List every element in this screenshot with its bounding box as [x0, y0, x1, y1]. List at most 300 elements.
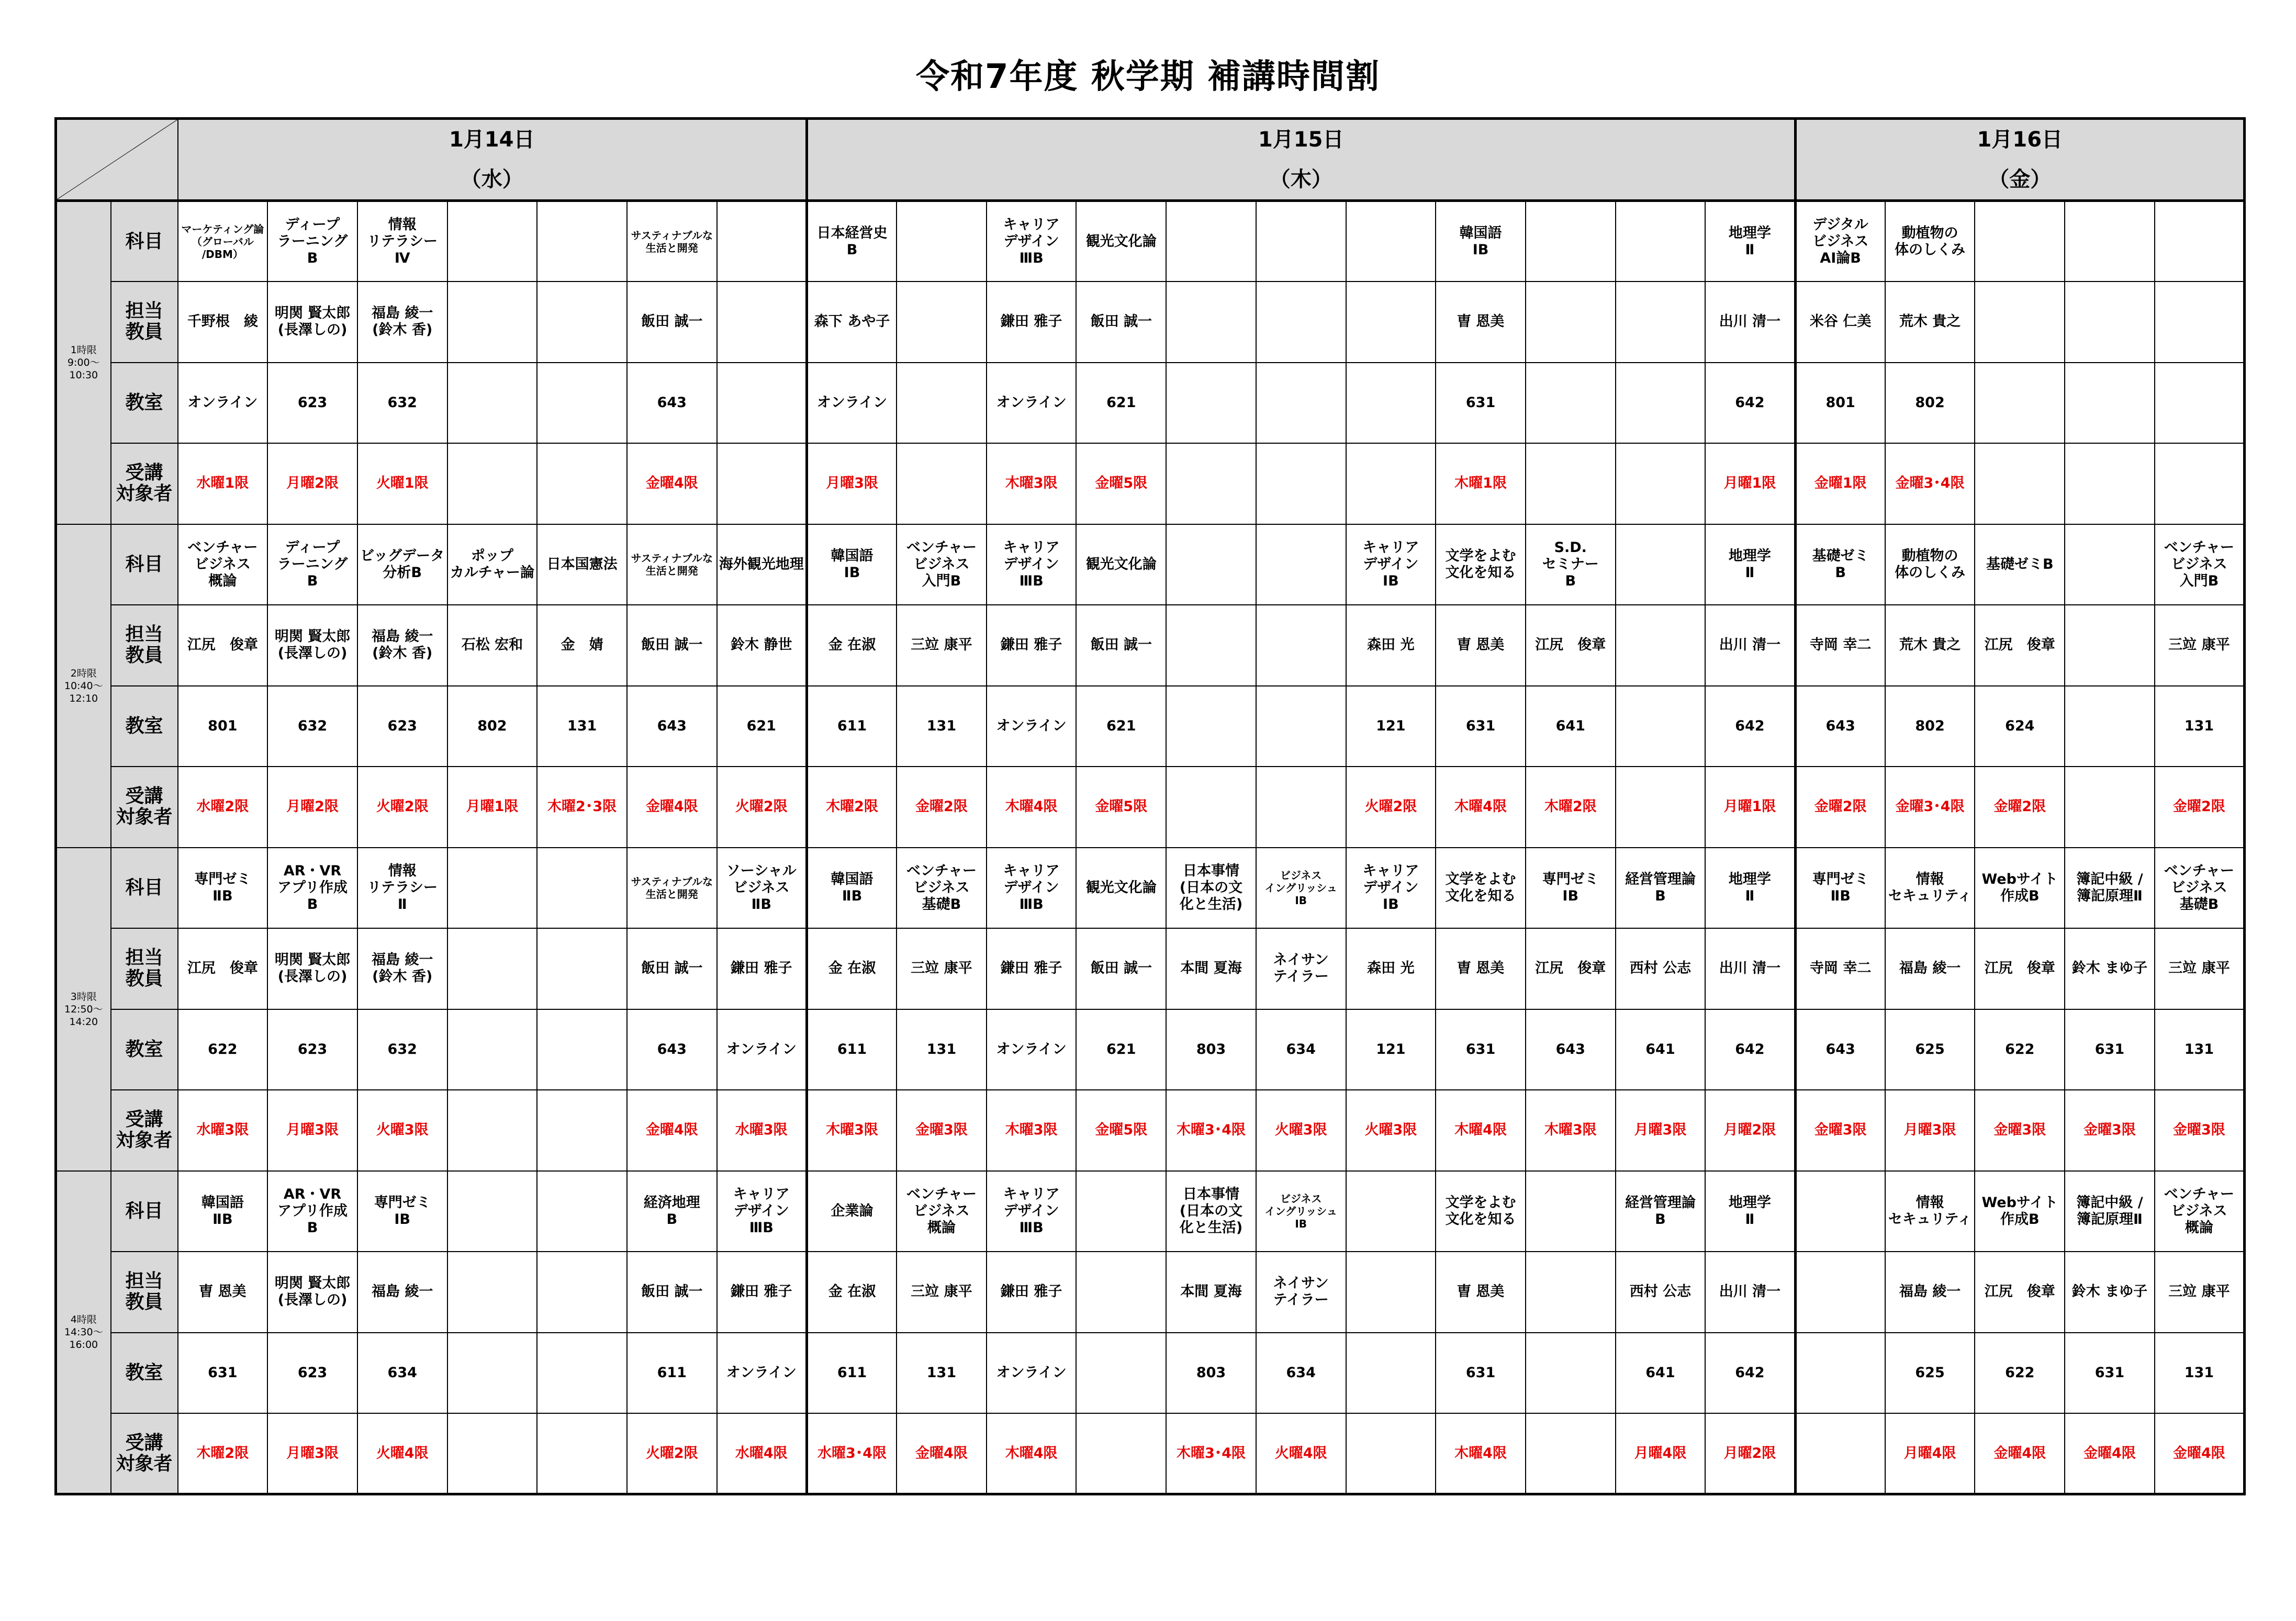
subject-cell: 企業論 — [807, 1171, 897, 1252]
subject-cell: キャリア デザイン ⅠB — [1346, 524, 1436, 605]
room-cell: 634 — [1256, 1009, 1346, 1090]
subject-cell — [1526, 201, 1616, 282]
teacher-cell: 福島 綾一 (鈴木 香) — [357, 605, 447, 686]
room-cell: 631 — [1436, 363, 1526, 444]
room-cell: 631 — [2065, 1009, 2155, 1090]
teacher-cell: 福島 綾一 — [357, 1252, 447, 1333]
room-cell: 621 — [717, 686, 807, 767]
subject-cell: 韓国語 ⅡB — [807, 848, 897, 929]
subject-cell: ディープ ラーニング B — [267, 201, 357, 282]
room-cell: 131 — [2155, 1009, 2245, 1090]
room-cell: 803 — [1166, 1009, 1256, 1090]
teacher-cell: 明関 賢太郎 (長澤しの) — [267, 282, 357, 363]
subject-cell: マーケティング論 （グローバル /DBM） — [178, 201, 268, 282]
target-cell: 火曜3限 — [357, 1090, 447, 1171]
room-cell: 632 — [357, 1009, 447, 1090]
room-cell — [1256, 686, 1346, 767]
target-cell — [537, 1090, 627, 1171]
subject-cell: キャリア デザイン ⅢB — [717, 1171, 807, 1252]
period-label: 1時限 9:00～ 10:30 — [56, 201, 111, 524]
room-cell — [447, 1009, 537, 1090]
teacher-cell — [897, 282, 987, 363]
target-cell — [1346, 1413, 1436, 1494]
row-label-teacher: 担当 教員 — [111, 928, 178, 1009]
teacher-cell: 江尻 俊章 — [178, 605, 268, 686]
target-cell — [1795, 1413, 1885, 1494]
teacher-cell: 鎌田 雅子 — [987, 928, 1077, 1009]
subject-cell: 動植物の 体のしくみ — [1885, 524, 1975, 605]
target-cell: 月曜1限 — [1705, 443, 1795, 524]
row-label-target: 受講 対象者 — [111, 767, 178, 848]
teacher-cell: 曺 恩美 — [178, 1252, 268, 1333]
target-cell — [2065, 443, 2155, 524]
subject-cell: デジタル ビジネス AI論B — [1795, 201, 1885, 282]
target-cell — [897, 443, 987, 524]
room-cell: 621 — [1076, 686, 1166, 767]
room-cell: 631 — [1436, 686, 1526, 767]
room-cell: オンライン — [987, 1009, 1077, 1090]
target-cell: 月曜3限 — [267, 1090, 357, 1171]
subject-cell: 文学をよむ 文化を知る — [1436, 524, 1526, 605]
row-label-room: 教室 — [111, 1009, 178, 1090]
teacher-cell: 千野根 綾 — [178, 282, 268, 363]
teacher-cell: 寺岡 幸二 — [1795, 928, 1885, 1009]
day-header — [1795, 119, 2245, 201]
room-cell: 622 — [1975, 1333, 2065, 1414]
target-cell: 月曜4限 — [1885, 1413, 1975, 1494]
subject-cell: 文学をよむ 文化を知る — [1436, 1171, 1526, 1252]
target-cell: 金曜4限 — [627, 443, 717, 524]
room-cell — [1975, 363, 2065, 444]
target-cell: 火曜2限 — [627, 1413, 717, 1494]
row-label-room: 教室 — [111, 363, 178, 444]
teacher-cell: 石松 宏和 — [447, 605, 537, 686]
subject-cell: 海外観光地理 — [717, 524, 807, 605]
room-cell: 802 — [447, 686, 537, 767]
teacher-cell: 江尻 俊章 — [178, 928, 268, 1009]
teacher-cell: 鈴木 静世 — [717, 605, 807, 686]
subject-cell — [447, 848, 537, 929]
teacher-cell: 三竝 康平 — [897, 928, 987, 1009]
target-cell — [1526, 1413, 1616, 1494]
target-cell: 月曜3限 — [267, 1413, 357, 1494]
room-cell — [2065, 363, 2155, 444]
subject-cell: ビジネス イングリッシュ ⅠB — [1256, 848, 1346, 929]
teacher-cell: 江尻 俊章 — [1975, 605, 2065, 686]
room-cell: 642 — [1705, 363, 1795, 444]
room-cell — [2155, 363, 2245, 444]
target-cell: 水曜1限 — [178, 443, 268, 524]
target-cell — [1526, 443, 1616, 524]
teacher-cell — [1166, 605, 1256, 686]
row-label-target: 受講 対象者 — [111, 1413, 178, 1494]
target-cell — [1076, 1413, 1166, 1494]
teacher-cell: 曺 恩美 — [1436, 605, 1526, 686]
teacher-cell: 森田 光 — [1346, 605, 1436, 686]
room-cell: 801 — [178, 686, 268, 767]
subject-cell — [537, 1171, 627, 1252]
room-cell — [1256, 363, 1346, 444]
subject-cell: ベンチャー ビジネス 概論 — [2155, 1171, 2245, 1252]
teacher-cell — [447, 1252, 537, 1333]
subject-cell: 専門ゼミ ⅠB — [357, 1171, 447, 1252]
target-cell: 金曜4限 — [627, 1090, 717, 1171]
subject-cell: S.D. セミナー B — [1526, 524, 1616, 605]
teacher-cell: 飯田 誠一 — [627, 1252, 717, 1333]
teacher-cell: 飯田 誠一 — [627, 928, 717, 1009]
teacher-cell: 金 在淑 — [807, 928, 897, 1009]
room-cell — [1616, 686, 1706, 767]
room-cell: 121 — [1346, 686, 1436, 767]
subject-cell: 経営管理論 B — [1616, 848, 1706, 929]
target-cell — [1256, 443, 1346, 524]
room-cell — [447, 363, 537, 444]
teacher-cell — [1526, 282, 1616, 363]
target-cell: 木曜3限 — [987, 1090, 1077, 1171]
room-cell — [447, 1333, 537, 1414]
room-cell: 634 — [357, 1333, 447, 1414]
target-cell: 水曜3限 — [178, 1090, 268, 1171]
subject-cell — [1795, 1171, 1885, 1252]
teacher-cell: 本間 夏海 — [1166, 1252, 1256, 1333]
room-cell: オンライン — [987, 363, 1077, 444]
teacher-cell — [1346, 282, 1436, 363]
target-cell: 水曜3･4限 — [807, 1413, 897, 1494]
row-label-teacher: 担当 教員 — [111, 605, 178, 686]
room-cell: オンライン — [717, 1009, 807, 1090]
day-weekday: （金） — [1988, 167, 2052, 192]
room-cell: 611 — [807, 686, 897, 767]
subject-cell — [1616, 201, 1706, 282]
teacher-cell: 三竝 康平 — [2155, 605, 2245, 686]
target-cell: 火曜1限 — [357, 443, 447, 524]
room-cell: 642 — [1705, 1009, 1795, 1090]
teacher-cell: 森田 光 — [1346, 928, 1436, 1009]
subject-cell — [897, 201, 987, 282]
day-date: 1月16日 — [1977, 128, 2063, 152]
target-cell — [537, 1413, 627, 1494]
teacher-cell: 出川 清一 — [1705, 282, 1795, 363]
target-cell: 月曜1限 — [447, 767, 537, 848]
subject-cell — [2065, 201, 2155, 282]
room-cell: オンライン — [717, 1333, 807, 1414]
teacher-cell: 福島 綾一 — [1885, 928, 1975, 1009]
day-weekday: （水） — [460, 167, 523, 192]
day-weekday: （木） — [1269, 167, 1332, 192]
room-cell: 803 — [1166, 1333, 1256, 1414]
room-cell: 621 — [1076, 1009, 1166, 1090]
room-cell: 131 — [2155, 686, 2245, 767]
teacher-cell — [447, 928, 537, 1009]
room-cell: 641 — [1616, 1009, 1706, 1090]
teacher-cell: 江尻 俊章 — [1975, 1252, 2065, 1333]
room-cell: 631 — [178, 1333, 268, 1414]
room-cell: 641 — [1616, 1333, 1706, 1414]
subject-cell: AR・VR アプリ作成 B — [267, 848, 357, 929]
room-cell — [1166, 363, 1256, 444]
target-cell: 金曜3限 — [897, 1090, 987, 1171]
subject-cell — [1526, 1171, 1616, 1252]
subject-cell: Webサイト 作成B — [1975, 848, 2065, 929]
period-label: 2時限 10:40～ 12:10 — [56, 524, 111, 848]
target-cell: 金曜3限 — [1975, 1090, 2065, 1171]
room-cell: 802 — [1885, 363, 1975, 444]
target-cell — [447, 1413, 537, 1494]
teacher-cell: 鎌田 雅子 — [987, 605, 1077, 686]
target-cell: 月曜3限 — [1616, 1090, 1706, 1171]
teacher-cell: 出川 清一 — [1705, 1252, 1795, 1333]
day-date: 1月14日 — [449, 128, 535, 152]
room-cell: オンライン — [178, 363, 268, 444]
room-cell: 631 — [1436, 1333, 1526, 1414]
target-cell: 木曜4限 — [1436, 1090, 1526, 1171]
teacher-cell: 明関 賢太郎 (長澤しの) — [267, 928, 357, 1009]
target-cell: 木曜3･4限 — [1166, 1413, 1256, 1494]
room-cell: 642 — [1705, 1333, 1795, 1414]
target-cell: 金曜2限 — [2155, 767, 2245, 848]
teacher-cell: 西村 公志 — [1616, 1252, 1706, 1333]
room-cell: 634 — [1256, 1333, 1346, 1414]
room-cell: 643 — [627, 1009, 717, 1090]
room-cell: 131 — [897, 1333, 987, 1414]
subject-cell: 観光文化論 — [1076, 524, 1166, 605]
row-label-subject: 科目 — [111, 201, 178, 282]
period-label: 3時限 12:50～ 14:20 — [56, 848, 111, 1171]
target-cell: 月曜3限 — [1885, 1090, 1975, 1171]
target-cell: 水曜2限 — [178, 767, 268, 848]
target-cell: 水曜4限 — [717, 1413, 807, 1494]
teacher-cell: 鎌田 雅子 — [987, 282, 1077, 363]
room-cell: 131 — [2155, 1333, 2245, 1414]
row-label-subject: 科目 — [111, 524, 178, 605]
teacher-cell: 曺 恩美 — [1436, 1252, 1526, 1333]
subject-cell: 情報 セキュリティ — [1885, 1171, 1975, 1252]
target-cell — [2065, 767, 2155, 848]
period-label: 4時限 14:30～ 16:00 — [56, 1171, 111, 1494]
target-cell: 金曜4限 — [2155, 1413, 2245, 1494]
target-cell — [1166, 443, 1256, 524]
subject-cell — [537, 201, 627, 282]
teacher-cell: 荒木 貴之 — [1885, 282, 1975, 363]
subject-cell: 簿記中級 / 簿記原理Ⅱ — [2065, 1171, 2155, 1252]
teacher-cell: ネイサン テイラー — [1256, 928, 1346, 1009]
room-cell: オンライン — [987, 686, 1077, 767]
teacher-cell — [1256, 605, 1346, 686]
target-cell: 金曜4限 — [897, 1413, 987, 1494]
room-cell — [1526, 363, 1616, 444]
corner-cell — [56, 119, 178, 201]
target-cell: 月曜2限 — [1705, 1413, 1795, 1494]
subject-cell: ベンチャー ビジネス 概論 — [178, 524, 268, 605]
row-label-subject: 科目 — [111, 1171, 178, 1252]
room-cell — [1076, 1333, 1166, 1414]
target-cell: 木曜4限 — [987, 1413, 1077, 1494]
target-cell: 火曜2限 — [1346, 767, 1436, 848]
day-header — [807, 119, 1795, 201]
subject-cell: 観光文化論 — [1076, 848, 1166, 929]
teacher-cell: 森下 あや子 — [807, 282, 897, 363]
target-cell: 金曜4限 — [2065, 1413, 2155, 1494]
teacher-cell: 米谷 仁美 — [1795, 282, 1885, 363]
row-label-teacher: 担当 教員 — [111, 1252, 178, 1333]
subject-cell — [1166, 201, 1256, 282]
subject-cell: 情報 リテラシー Ⅳ — [357, 201, 447, 282]
teacher-cell: 鎌田 雅子 — [717, 1252, 807, 1333]
subject-cell: 経営管理論 B — [1616, 1171, 1706, 1252]
teacher-cell: 飯田 誠一 — [1076, 605, 1166, 686]
room-cell — [537, 363, 627, 444]
subject-cell: 日本国憲法 — [537, 524, 627, 605]
subject-cell: 地理学 Ⅱ — [1705, 524, 1795, 605]
room-cell: 623 — [267, 1333, 357, 1414]
room-cell: 621 — [1076, 363, 1166, 444]
room-cell: 643 — [627, 686, 717, 767]
page-title: 令和7年度 秋学期 補講時間割 — [915, 58, 1381, 96]
subject-cell: 専門ゼミ ⅡB — [1795, 848, 1885, 929]
teacher-cell — [1256, 282, 1346, 363]
room-cell: 622 — [1975, 1009, 2065, 1090]
target-cell: 木曜3限 — [807, 1090, 897, 1171]
target-cell: 木曜3･4限 — [1166, 1090, 1256, 1171]
subject-cell: ベンチャー ビジネス 基礎B — [2155, 848, 2245, 929]
teacher-cell: 明関 賢太郎 (長澤しの) — [267, 605, 357, 686]
teacher-cell: 飯田 誠一 — [627, 605, 717, 686]
subject-cell — [2155, 201, 2245, 282]
room-cell: 632 — [267, 686, 357, 767]
room-cell: 801 — [1795, 363, 1885, 444]
room-cell: 623 — [267, 363, 357, 444]
subject-cell — [447, 1171, 537, 1252]
teacher-cell — [447, 282, 537, 363]
teacher-cell: 鎌田 雅子 — [987, 1252, 1077, 1333]
room-cell — [1346, 1333, 1436, 1414]
subject-cell: 基礎ゼミ B — [1795, 524, 1885, 605]
teacher-cell: 飯田 誠一 — [1076, 282, 1166, 363]
subject-cell: 文学をよむ 文化を知る — [1436, 848, 1526, 929]
teacher-cell: 飯田 誠一 — [1076, 928, 1166, 1009]
subject-cell: 地理学 Ⅱ — [1705, 201, 1795, 282]
subject-cell — [537, 848, 627, 929]
teacher-cell — [2065, 282, 2155, 363]
teacher-cell — [2065, 605, 2155, 686]
subject-cell: ソーシャル ビジネス ⅡB — [717, 848, 807, 929]
target-cell: 火曜2限 — [717, 767, 807, 848]
room-cell: 641 — [1526, 686, 1616, 767]
target-cell: 金曜2限 — [1795, 767, 1885, 848]
subject-cell: 韓国語 ⅠB — [807, 524, 897, 605]
target-cell: 金曜3限 — [2155, 1090, 2245, 1171]
subject-cell: 日本事情 (日本の文 化と生活) — [1166, 848, 1256, 929]
room-cell: 643 — [1526, 1009, 1616, 1090]
room-cell: 643 — [1795, 686, 1885, 767]
subject-cell: ベンチャー ビジネス 入門B — [897, 524, 987, 605]
subject-cell: 簿記中級 / 簿記原理Ⅱ — [2065, 848, 2155, 929]
subject-cell — [1256, 524, 1346, 605]
target-cell: 金曜3限 — [1795, 1090, 1885, 1171]
room-cell — [537, 1009, 627, 1090]
teacher-cell — [1975, 282, 2065, 363]
target-cell: 月曜2限 — [1705, 1090, 1795, 1171]
subject-cell: 日本事情 (日本の文 化と生活) — [1166, 1171, 1256, 1252]
subject-cell: サスティナブルな 生活と開発 — [627, 524, 717, 605]
room-cell — [897, 363, 987, 444]
target-cell: 木曜4限 — [987, 767, 1077, 848]
room-cell: 623 — [267, 1009, 357, 1090]
target-cell: 火曜4限 — [357, 1413, 447, 1494]
target-cell: 金曜5限 — [1076, 443, 1166, 524]
teacher-cell: 寺岡 幸二 — [1795, 605, 1885, 686]
teacher-cell: 金 在淑 — [807, 1252, 897, 1333]
subject-cell: ビジネス イングリッシュ ⅠB — [1256, 1171, 1346, 1252]
target-cell: 火曜3限 — [1346, 1090, 1436, 1171]
room-cell: オンライン — [987, 1333, 1077, 1414]
target-cell: 月曜4限 — [1616, 1413, 1706, 1494]
room-cell — [537, 1333, 627, 1414]
target-cell: 金曜2限 — [897, 767, 987, 848]
room-cell: 131 — [897, 686, 987, 767]
target-cell: 木曜2限 — [178, 1413, 268, 1494]
room-cell: 643 — [1795, 1009, 1885, 1090]
target-cell: 金曜3･4限 — [1885, 443, 1975, 524]
subject-cell — [1076, 1171, 1166, 1252]
subject-cell — [717, 201, 807, 282]
teacher-cell: 本間 夏海 — [1166, 928, 1256, 1009]
subject-cell: キャリア デザイン ⅠB — [1346, 848, 1436, 929]
teacher-cell: 三竝 康平 — [2155, 928, 2245, 1009]
teacher-cell — [1795, 1252, 1885, 1333]
teacher-cell — [537, 282, 627, 363]
teacher-cell — [1616, 605, 1706, 686]
row-label-teacher: 担当 教員 — [111, 282, 178, 363]
subject-cell: ベンチャー ビジネス 基礎B — [897, 848, 987, 929]
room-cell: 611 — [807, 1009, 897, 1090]
target-cell — [1975, 443, 2065, 524]
teacher-cell: 鈴木 まゆ子 — [2065, 1252, 2155, 1333]
target-cell: 月曜1限 — [1705, 767, 1795, 848]
room-cell — [1526, 1333, 1616, 1414]
target-cell: 金曜3･4限 — [1885, 767, 1975, 848]
teacher-cell: 金 婧 — [537, 605, 627, 686]
teacher-cell: 福島 綾一 (鈴木 香) — [357, 282, 447, 363]
room-cell — [717, 363, 807, 444]
teacher-cell — [1166, 282, 1256, 363]
room-cell: 631 — [2065, 1333, 2155, 1414]
room-cell: 625 — [1885, 1009, 1975, 1090]
teacher-cell: 鎌田 雅子 — [717, 928, 807, 1009]
subject-cell: ポップ カルチャー論 — [447, 524, 537, 605]
teacher-cell — [2155, 282, 2245, 363]
target-cell — [1616, 767, 1706, 848]
target-cell: 月曜2限 — [267, 767, 357, 848]
target-cell — [1166, 767, 1256, 848]
room-cell: 611 — [807, 1333, 897, 1414]
target-cell: 木曜4限 — [1436, 1413, 1526, 1494]
subject-cell: ビッグデータ 分析B — [357, 524, 447, 605]
teacher-cell — [717, 282, 807, 363]
target-cell: 月曜2限 — [267, 443, 357, 524]
room-cell — [1346, 363, 1436, 444]
target-cell: 金曜2限 — [1975, 767, 2065, 848]
room-cell: オンライン — [807, 363, 897, 444]
row-label-subject: 科目 — [111, 848, 178, 929]
timetable — [54, 117, 2246, 1495]
teacher-cell — [1076, 1252, 1166, 1333]
teacher-cell: 三竝 康平 — [2155, 1252, 2245, 1333]
teacher-cell: 曺 恩美 — [1436, 928, 1526, 1009]
room-cell: 131 — [537, 686, 627, 767]
teacher-cell: 飯田 誠一 — [627, 282, 717, 363]
target-cell: 水曜3限 — [717, 1090, 807, 1171]
